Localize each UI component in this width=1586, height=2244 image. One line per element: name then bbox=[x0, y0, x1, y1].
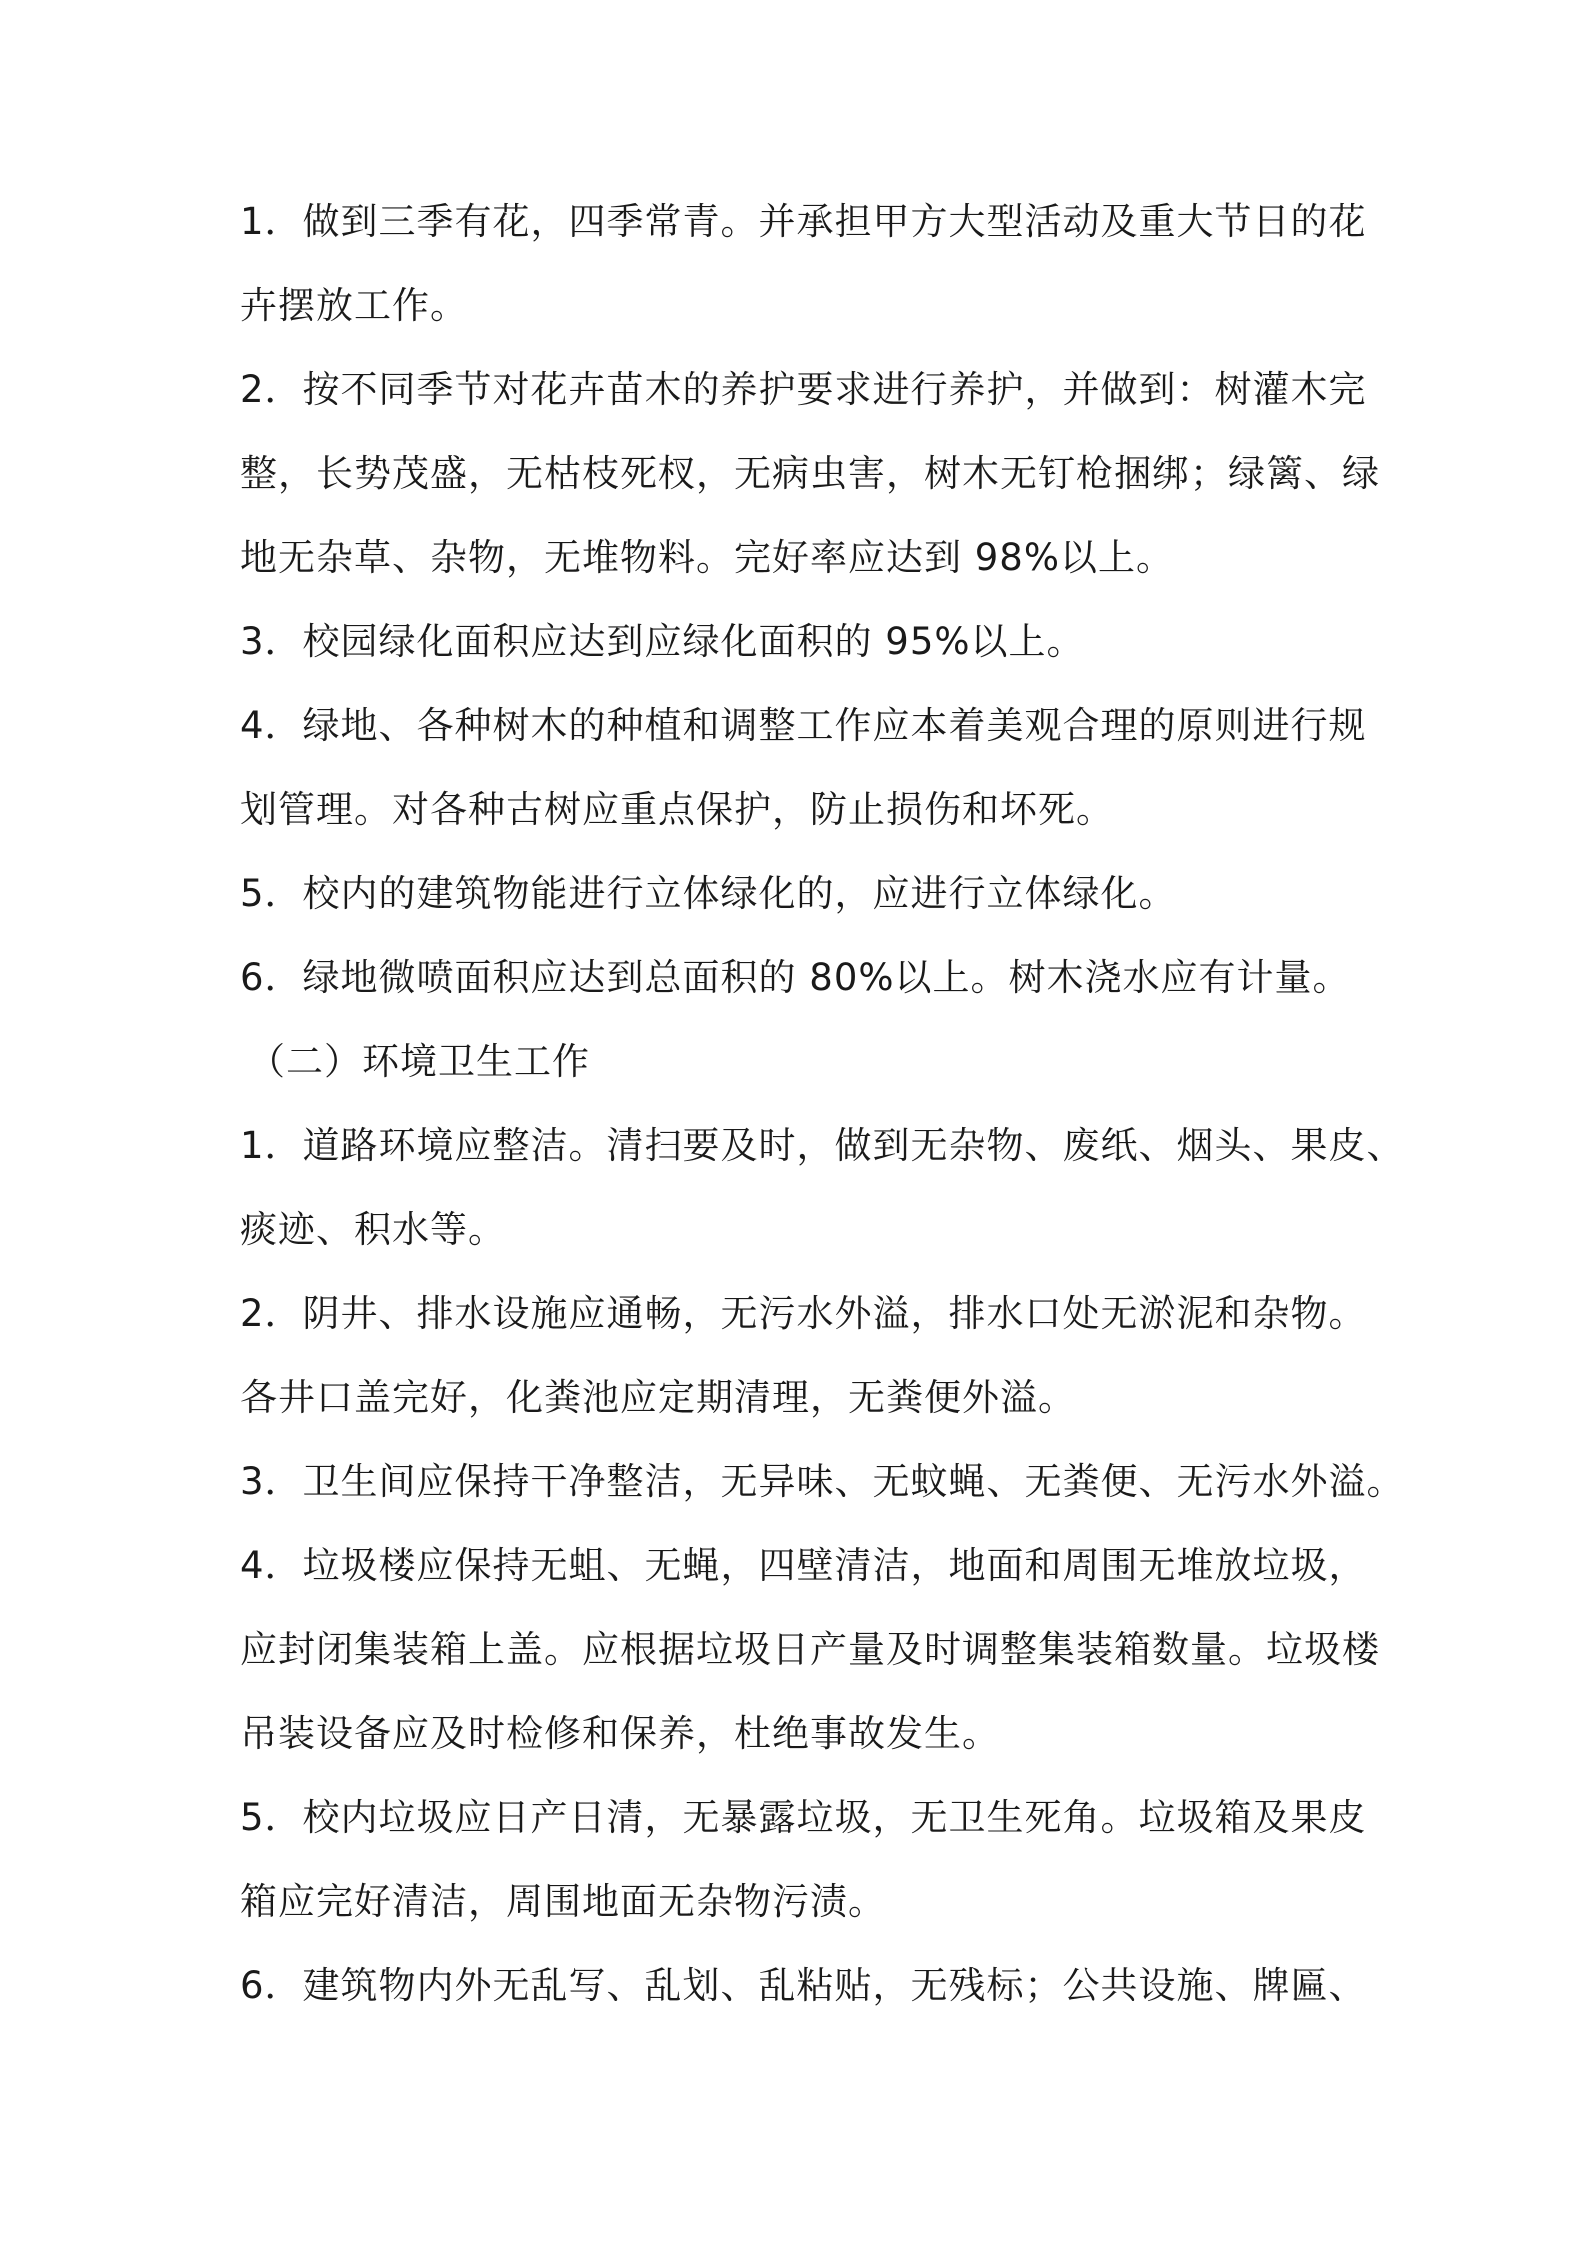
paragraph-line: 6．建筑物内外无乱写、乱划、乱粘贴，无残标；公共设施、牌匾、 bbox=[240, 1964, 1367, 2007]
paragraph-line: 2．阴井、排水设施应通畅，无污水外溢，排水口处无淤泥和杂物。 bbox=[240, 1292, 1367, 1335]
paragraph-line: 划管理。对各种古树应重点保护，防止损伤和坏死。 bbox=[240, 788, 1114, 831]
paragraph-line: 应封闭集装箱上盖。应根据垃圾日产量及时调整集装箱数量。垃圾楼 bbox=[240, 1628, 1380, 1671]
paragraph-line: 4．垃圾楼应保持无蛆、无蝇，四壁清洁，地面和周围无堆放垃圾， bbox=[240, 1544, 1367, 1587]
paragraph-line: 1．道路环境应整洁。清扫要及时，做到无杂物、废纸、烟头、果皮、 bbox=[240, 1124, 1405, 1167]
paragraph-line: 吊装设备应及时检修和保养，杜绝事故发生。 bbox=[240, 1712, 1000, 1755]
paragraph-line: 3．卫生间应保持干净整洁，无异味、无蚊蝇、无粪便、无污水外溢。 bbox=[240, 1460, 1405, 1503]
paragraph-line: 5．校内的建筑物能进行立体绿化的，应进行立体绿化。 bbox=[240, 872, 1177, 915]
paragraph-line: 4．绿地、各种树木的种植和调整工作应本着美观合理的原则进行规 bbox=[240, 704, 1367, 747]
paragraph-line: 1．做到三季有花，四季常青。并承担甲方大型活动及重大节日的花 bbox=[240, 200, 1367, 243]
paragraph-line: 痰迹、积水等。 bbox=[240, 1208, 506, 1251]
section-heading: （二）环境卫生工作 bbox=[248, 1040, 590, 1083]
paragraph-line: 卉摆放工作。 bbox=[240, 284, 468, 327]
paragraph-line: 整，长势茂盛，无枯枝死杈，无病虫害，树木无钉枪捆绑；绿篱、绿 bbox=[240, 452, 1380, 495]
paragraph-line: 箱应完好清洁，周围地面无杂物污渍。 bbox=[240, 1880, 886, 1923]
paragraph-line: 地无杂草、杂物，无堆物料。完好率应达到 98%以上。 bbox=[240, 536, 1174, 579]
paragraph-line: 各井口盖完好，化粪池应定期清理，无粪便外溢。 bbox=[240, 1376, 1076, 1419]
paragraph-line: 6．绿地微喷面积应达到总面积的 80%以上。树木浇水应有计量。 bbox=[240, 956, 1351, 999]
paragraph-line: 5．校内垃圾应日产日清，无暴露垃圾，无卫生死角。垃圾箱及果皮 bbox=[240, 1796, 1367, 1839]
paragraph-line: 2．按不同季节对花卉苗木的养护要求进行养护，并做到：树灌木完 bbox=[240, 368, 1367, 411]
paragraph-line: 3．校园绿化面积应达到应绿化面积的 95%以上。 bbox=[240, 620, 1085, 663]
